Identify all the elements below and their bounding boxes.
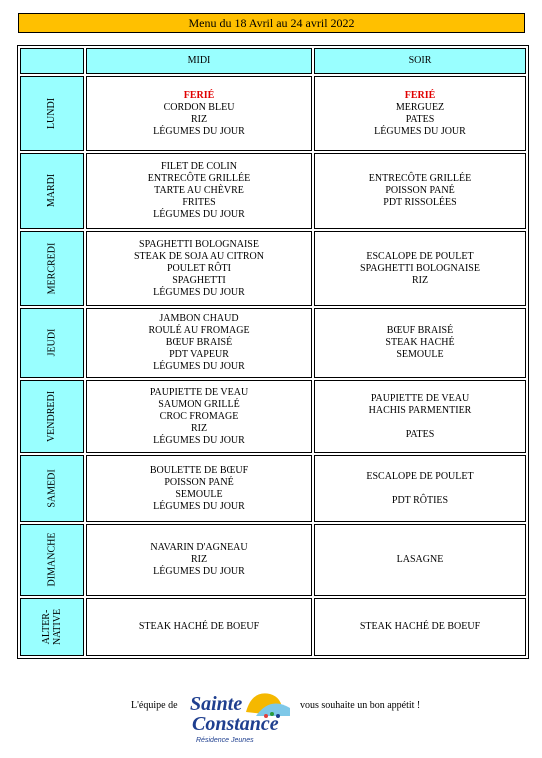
- footer: [0, 686, 542, 746]
- footer-right-text: vous souhaite un bon appétit !: [300, 700, 421, 711]
- day-label: MERCREDI: [46, 242, 58, 294]
- dish-item: RIZ: [411, 274, 429, 286]
- midi-cell: [86, 231, 312, 306]
- dish-item: POULET RÔTI: [167, 262, 231, 274]
- soir-cell: [314, 524, 526, 596]
- dish-item: PDT VAPEUR: [169, 349, 229, 360]
- dish-item: SPAGHETTI BOLOGNAISE: [360, 262, 480, 274]
- dish-item: BOULETTE DE BŒUF: [149, 464, 249, 476]
- menu-row: [20, 455, 526, 522]
- day-cell: [20, 455, 84, 522]
- soir-cell: [314, 153, 526, 229]
- menu-row: [20, 598, 526, 656]
- ferie-label: FERIÉ: [404, 89, 436, 101]
- dish-item: ENTRECÔTE GRILLÉE: [368, 173, 472, 184]
- sainte-constance-logo: [186, 686, 298, 746]
- dish-item: STEAK HACHÉ: [385, 337, 455, 348]
- soir-cell: [314, 455, 526, 522]
- dish-item: MERGUEZ: [395, 101, 445, 113]
- dish-item: HACHIS PARMENTIER: [368, 404, 472, 416]
- dish-item: CROC FROMAGE: [159, 410, 239, 422]
- dish-item: SAUMON GRILLÉ: [158, 398, 240, 410]
- day-cell: [20, 153, 84, 229]
- soir-cell: [314, 598, 526, 656]
- dish-item: CORDON BLEU: [163, 101, 235, 113]
- soir-cell: [314, 380, 526, 453]
- midi-cell: [86, 598, 312, 656]
- header-row: [20, 48, 526, 74]
- menu-row: [20, 380, 526, 453]
- dish-item: NAVARIN D'AGNEAU: [150, 542, 248, 553]
- dish-item: BŒUF BRAISÉ: [165, 337, 233, 348]
- dish-item: JAMBON CHAUD: [159, 313, 239, 324]
- dish-item: RIZ: [190, 113, 208, 125]
- logo-text-line1: Sainte: [190, 693, 243, 715]
- dish-item: FILET DE COLIN: [161, 161, 237, 172]
- menu-row: [20, 76, 526, 151]
- footer-left-text: L'équipe de: [131, 700, 178, 711]
- dish-item: STEAK HACHÉ DE BOEUF: [359, 621, 481, 632]
- day-label: SAMEDI: [46, 468, 58, 508]
- dish-item: SEMOULE: [175, 488, 223, 500]
- dish-item: LÉGUMES DU JOUR: [153, 500, 245, 512]
- soir-cell: [314, 308, 526, 378]
- dish-item: POISSON PANÉ: [164, 476, 234, 488]
- dish-item: RIZ: [190, 422, 208, 434]
- dish-item: PDT RISSOLÉES: [383, 197, 457, 208]
- menu-title: Menu du 18 Avril au 24 avril 2022: [18, 13, 525, 33]
- day-label: ALTER- NATIVE: [40, 608, 63, 645]
- soir-cell: [314, 76, 526, 151]
- dish-item: SPAGHETTI BOLOGNAISE: [139, 238, 259, 250]
- day-label: DIMANCHE: [46, 532, 58, 587]
- dish-item: LÉGUMES DU JOUR: [153, 434, 245, 446]
- dish-item: ROULÉ AU FROMAGE: [148, 325, 250, 336]
- dish-item: SPAGHETTI: [172, 274, 226, 286]
- day-cell: [20, 380, 84, 453]
- dish-item: LÉGUMES DU JOUR: [153, 286, 245, 298]
- day-label: LUNDI: [46, 97, 58, 129]
- dish-item: SEMOULE: [396, 349, 444, 360]
- day-cell: [20, 598, 84, 656]
- dish-item: STEAK DE SOJA AU CITRON: [133, 250, 264, 262]
- day-label: MARDI: [46, 173, 58, 208]
- midi-cell: [86, 76, 312, 151]
- midi-cell: [86, 524, 312, 596]
- day-cell: [20, 231, 84, 306]
- midi-cell: [86, 308, 312, 378]
- dish-item: PAUPIETTE DE VEAU: [370, 392, 470, 404]
- menu-row: [20, 524, 526, 596]
- dish-item: BŒUF BRAISÉ: [386, 325, 454, 336]
- dish-item: LÉGUMES DU JOUR: [153, 361, 245, 372]
- logo-text-line2: Constance: [192, 713, 279, 735]
- day-cell: [20, 308, 84, 378]
- dish-item: PATES: [405, 428, 435, 440]
- midi-cell: [86, 380, 312, 453]
- dish-item: STEAK HACHÉ DE BOEUF: [138, 621, 260, 632]
- menu-table: [17, 45, 529, 659]
- day-cell: [20, 524, 84, 596]
- dish-item: PATES: [405, 113, 435, 125]
- dish-item: TARTE AU CHÈVRE: [154, 185, 244, 196]
- header-midi: MIDI: [86, 48, 312, 74]
- logo-text-line3: Résidence Jeunes: [196, 737, 254, 744]
- ferie-label: FERIÉ: [183, 89, 215, 101]
- dish-item: RIZ: [190, 554, 208, 565]
- dish-item: LASAGNE: [396, 554, 444, 565]
- dish-item: LÉGUMES DU JOUR: [153, 125, 245, 137]
- header-corner: [20, 48, 84, 74]
- dish-item: ESCALOPE DE POULET: [366, 470, 474, 482]
- dish-item: PDT RÔTIES: [391, 494, 449, 506]
- menu-row: [20, 231, 526, 306]
- dish-item: LÉGUMES DU JOUR: [374, 125, 466, 137]
- dish-item: POISSON PANÉ: [385, 185, 455, 196]
- spacer: [315, 417, 525, 429]
- dish-item: PAUPIETTE DE VEAU: [149, 386, 249, 398]
- dish-item: LÉGUMES DU JOUR: [153, 566, 245, 577]
- day-cell: [20, 76, 84, 151]
- day-label: JEUDI: [46, 328, 58, 357]
- dish-item: ESCALOPE DE POULET: [366, 250, 474, 262]
- menu-row: [20, 308, 526, 378]
- day-label: VENDREDI: [46, 390, 58, 442]
- dish-item: LÉGUMES DU JOUR: [153, 209, 245, 220]
- dish-item: FRITES: [182, 197, 216, 208]
- dish-item: ENTRECÔTE GRILLÉE: [147, 173, 251, 184]
- header-soir: SOIR: [314, 48, 526, 74]
- midi-cell: [86, 455, 312, 522]
- menu-row: [20, 153, 526, 229]
- spacer: [315, 483, 525, 495]
- soir-cell: [314, 231, 526, 306]
- midi-cell: [86, 153, 312, 229]
